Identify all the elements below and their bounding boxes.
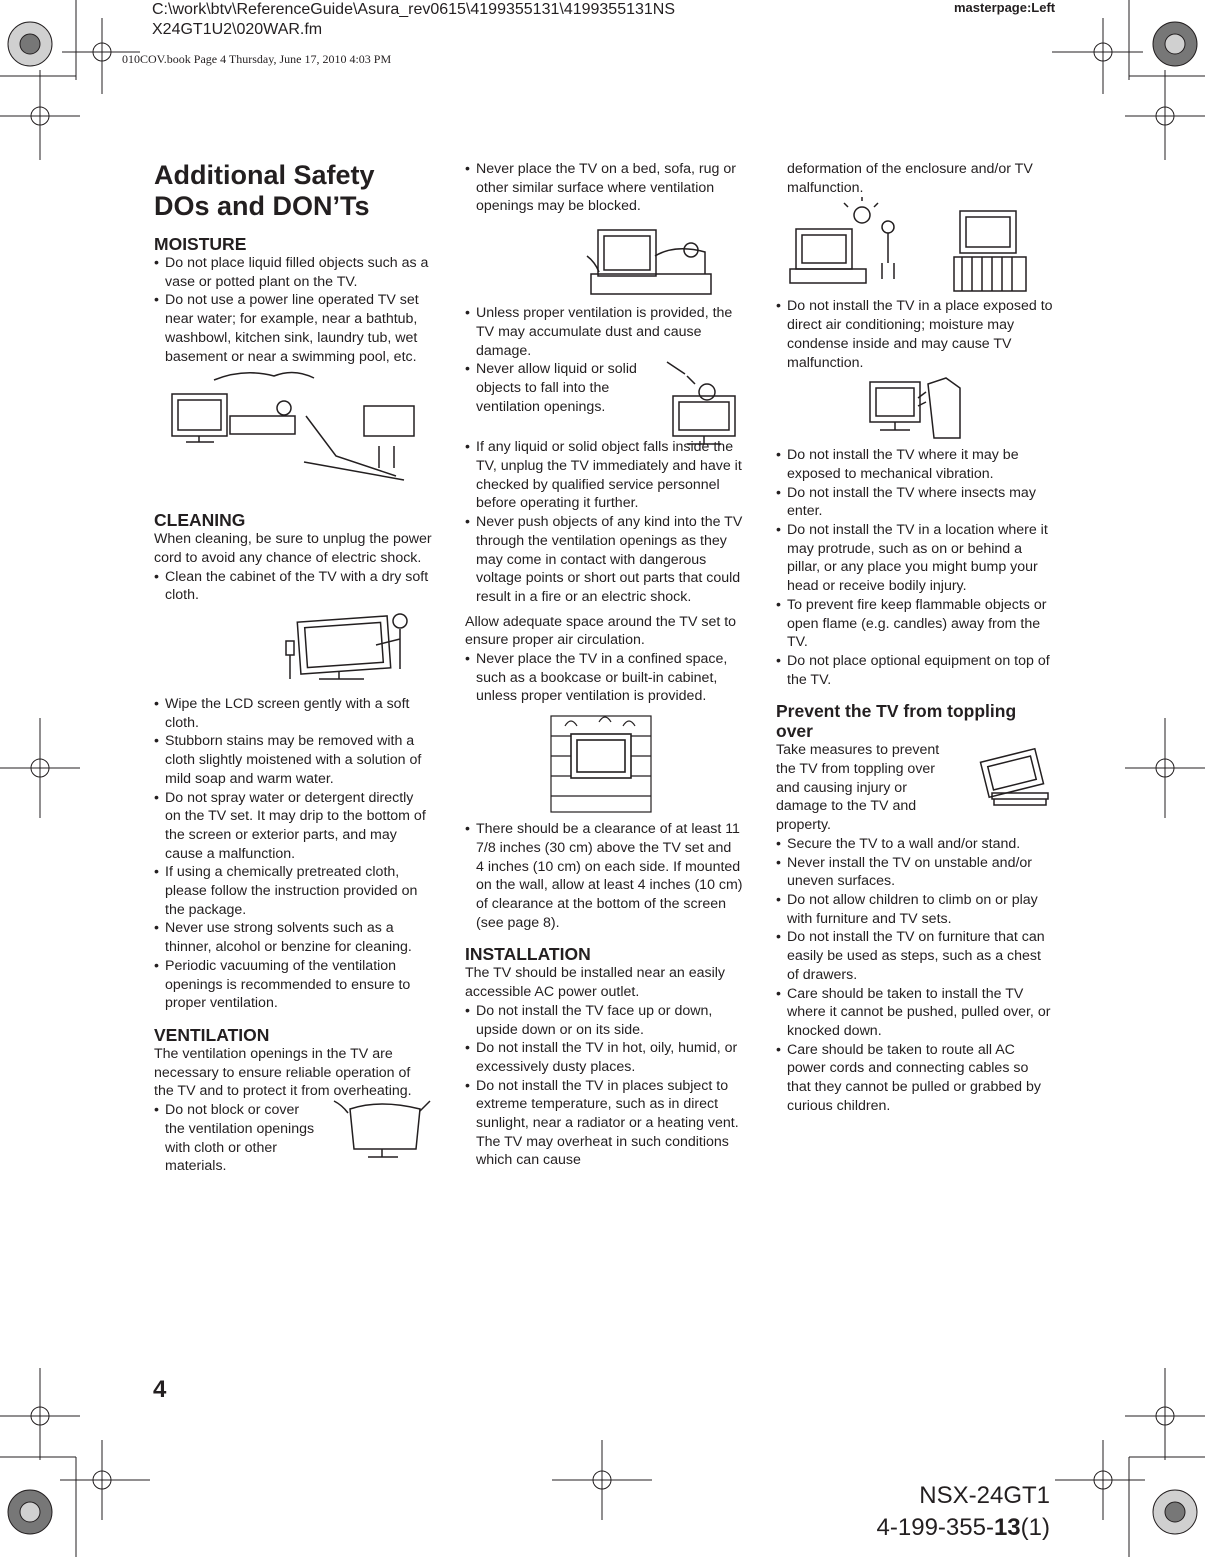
list-item: • Do not install the TV where insects may enter. — [776, 484, 1054, 521]
list-item: • Stubborn stains may be removed with a cloth slightly moistened with a solution of mild soap and warm water. — [154, 732, 432, 788]
heat-illustration — [776, 197, 1054, 297]
toppling-tv-illustration — [974, 743, 1054, 813]
list-item: • Do not block or cover the ventilation openings with cloth or other materials. — [154, 1101, 319, 1176]
column-1 — [154, 160, 432, 1176]
installation-list-cont — [776, 446, 1054, 689]
list-item: • Never place the TV on a bed, sofa, rug or other similar surface where ventilation openings may be blocked. — [465, 160, 743, 216]
ventilation-heading: VENTILATION — [154, 1024, 270, 1045]
list-item: • Unless proper ventilation is provided, the TV may accumulate dust and cause damage. — [465, 304, 743, 360]
confined-space-illustration — [465, 706, 743, 820]
page-number: 4 — [153, 1376, 167, 1403]
page-title: Additional Safety DOs and DON’Ts — [154, 160, 375, 221]
ventilation-cover-illustration — [330, 1095, 432, 1165]
list-item: • Never allow liquid or solid objects to fall into the ventilation openings. — [465, 360, 650, 416]
moisture-list — [154, 254, 432, 366]
list-item: • Do not install the TV where it may be exposed to mechanical vibration. — [776, 446, 1054, 483]
list-item: • There should be a clearance of at least 11 7/8 inches (30 cm) above the TV set and 4 inches (10 cm) on each side. If mounted on the wall, allow at least 4 inches (10 cm) of clearance at the bottom of the screen (see page 8). — [465, 820, 743, 932]
list-item: • Do not install the TV in a place exposed to direct air conditioning; moisture may condense inside and may cause TV malfunction. — [776, 297, 1054, 372]
list-item: • Do not place optional equipment on top of the TV. — [776, 652, 1054, 689]
part-number: 4-199-355-13(1) — [876, 1514, 1050, 1541]
continued-text: deformation of the enclosure and/or TV malfunction. — [787, 161, 1033, 196]
list-item: • Wipe the LCD screen gently with a soft cloth. — [154, 695, 432, 732]
topple-intro: Take measures to prevent the TV from toppling over and causing injury or damage to the TV and property. — [776, 742, 940, 834]
list-item: • Do not spray water or detergent directly on the TV set. It may drip to the bottom of the screen or exterior parts, and may cause a malfunction. — [154, 789, 432, 864]
air-conditioning-illustration — [776, 372, 1054, 446]
installation-list — [465, 1002, 743, 1170]
list-item: • Periodic vacuuming of the ventilation openings is recommended to ensure to proper ventilation. — [154, 957, 432, 1013]
topple-list — [776, 835, 1054, 1116]
list-item: • Never use strong solvents such as a thinner, alcohol or benzine for cleaning. — [154, 919, 432, 956]
column-2 — [465, 160, 743, 1170]
list-item: • Do not allow children to climb on or play with furniture and TV sets. — [776, 891, 1054, 928]
space-intro: Allow adequate space around the TV set to ensure proper air circulation. — [465, 613, 737, 649]
installation-heading: INSTALLATION — [465, 944, 591, 965]
list-item: • Care should be taken to route all AC power cords and connecting cables so that they cannot be pulled or grabbed by curious children. — [776, 1041, 1054, 1116]
list-item: • Clean the cabinet of the TV with a dry soft cloth. — [154, 568, 432, 605]
list-item: • To prevent fire keep flammable objects or open flame (e.g. candles) away from the TV. — [776, 596, 1054, 652]
list-item: • Do not install the TV in places subject to extreme temperature, such as in direct sunlight, near a radiator or a heating vent. The TV may overheat in such conditions which can cause — [465, 1077, 743, 1171]
list-item: • If using a chemically pretreated cloth, please follow the instruction provided on the package. — [154, 863, 432, 919]
ventilation-intro: The ventilation openings in the TV are necessary to ensure reliable operation of the TV and to protect it from overheating. — [154, 1045, 412, 1100]
cleaning-intro: When cleaning, be sure to unplug the power cord to avoid any chance of electric shock. — [154, 531, 432, 566]
cleaning-list — [154, 695, 432, 1013]
file-path: C:\work\btv\ReferenceGuide\Asura_rev0615\4199355131\4199355131NS X24GT1U2\020WAR.fm — [152, 1, 676, 38]
list-item: • Do not install the TV in a location where it may protrude, such as on or behind a pillar, or any place you might bump your head or receive bodily injury. — [776, 521, 1054, 596]
cleaning-illustration — [154, 605, 432, 695]
list-item: • Never install the TV on unstable and/or uneven surfaces. — [776, 854, 1054, 891]
installation-intro: The TV should be installed near an easily accessible AC power outlet. — [465, 965, 726, 1001]
topple-heading: Prevent the TV from toppling over — [776, 701, 1017, 742]
list-item: • Do not install the TV in hot, oily, humid, or excessively dusty places. — [465, 1039, 743, 1076]
list-item: • Secure the TV to a wall and/or stand. — [776, 835, 1054, 854]
list-item: • Do not install the TV face up or down, upside down or on its side. — [465, 1002, 743, 1039]
ventilation-list — [465, 438, 743, 606]
moisture-illustration — [154, 366, 432, 498]
list-item: • Never place the TV in a confined space, such as a bookcase or built-in cabinet, unless proper ventilation is provided. — [465, 650, 743, 706]
falling-objects-illustration — [657, 356, 743, 448]
list-item: • Care should be taken to install the TV where it cannot be pushed, pulled over, or knocked down. — [776, 985, 1054, 1041]
column-3 — [776, 160, 1054, 1115]
list-item: • Do not place liquid filled objects such as a vase or potted plant on the TV. — [154, 254, 432, 291]
list-item: • Do not install the TV on furniture that can easily be used as steps, such as a chest of drawers. — [776, 928, 1054, 984]
list-item: • Do not use a power line operated TV set near water; for example, near a bathtub, washbowl, kitchen sink, laundry tub, wet basement or near a swimming pool, etc. — [154, 291, 432, 366]
model-number: NSX-24GT1 — [919, 1482, 1050, 1509]
moisture-heading: MOISTURE — [154, 234, 247, 254]
list-item: • Never push objects of any kind into the TV through the ventilation openings as they may come in contact with dangerous voltage points or short out parts that could result in a fire or an electric shock. — [465, 513, 743, 607]
cleaning-heading: CLEANING — [154, 510, 246, 531]
list-item: • If any liquid or solid object falls inside the TV, unplug the TV immediately and have it checked by qualified service personnel before operating it further. — [465, 438, 743, 513]
bed-illustration — [465, 216, 743, 304]
masterpage-label: masterpage:Left — [954, 0, 1056, 15]
book-info-line: 010COV.book Page 4 Thursday, June 17, 2010 4:03 PM — [122, 52, 392, 66]
model-info — [877, 1480, 1050, 1544]
